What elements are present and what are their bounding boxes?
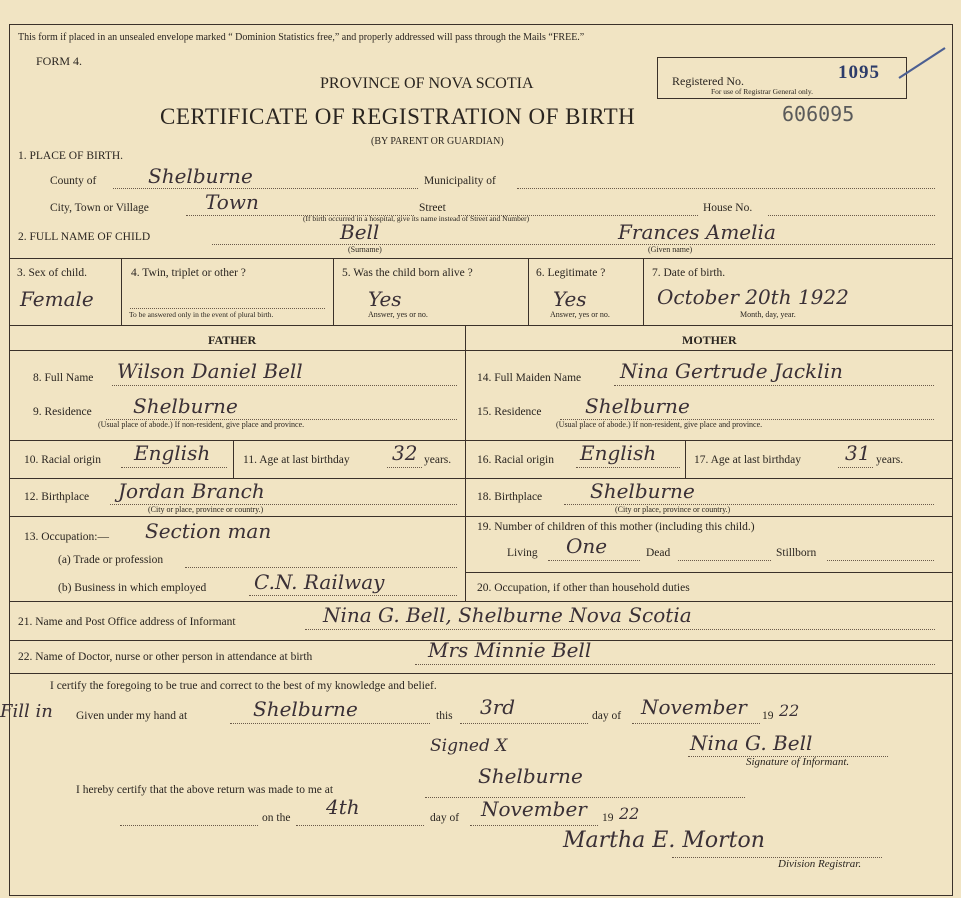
father-racial-line bbox=[121, 467, 227, 468]
parents-heading-rule bbox=[9, 350, 953, 351]
mother-children-label: 19. Number of children of this mother (including this child.) bbox=[477, 521, 755, 533]
return-left-line bbox=[120, 825, 258, 826]
doctor-label: 22. Name of Doctor, nurse or other person in attendance at birth bbox=[18, 651, 313, 663]
father-birthplace-value: Jordan Branch bbox=[118, 479, 265, 503]
page-title: CERTIFICATE OF REGISTRATION OF BIRTH bbox=[160, 104, 636, 129]
parents-divider bbox=[465, 325, 466, 601]
return-place-value: Shelburne bbox=[478, 764, 583, 788]
alive-note: Answer, yes or no. bbox=[368, 310, 428, 319]
twin-label: 4. Twin, triplet or other ? bbox=[131, 267, 246, 279]
alive-value: Yes bbox=[368, 287, 402, 311]
informant-line bbox=[305, 629, 935, 630]
legitimate-label: 6. Legitimate ? bbox=[536, 267, 606, 279]
row3-divider-1 bbox=[121, 258, 122, 325]
child-name-line bbox=[212, 244, 935, 245]
father-business-value: C.N. Railway bbox=[254, 570, 385, 594]
city-value: Town bbox=[205, 190, 259, 214]
mother-name-line bbox=[614, 385, 934, 386]
mother-age-line bbox=[838, 467, 873, 468]
registered-tick-mark bbox=[895, 44, 949, 82]
twin-note: To be answered only in the event of plural birth. bbox=[129, 310, 274, 319]
father-rule-3 bbox=[9, 516, 465, 517]
certify-statement: I certify the foregoing to be true and correct to the best of my knowledge and belief. bbox=[50, 680, 437, 692]
date-note: Month, day, year. bbox=[740, 310, 796, 319]
house-line bbox=[768, 215, 935, 216]
sex-label: 3. Sex of child. bbox=[17, 267, 87, 279]
mother-rule-4 bbox=[465, 572, 953, 573]
father-residence-note: (Usual place of abode.) If non-resident, give place and province. bbox=[98, 420, 305, 429]
mother-name-label: 14. Full Maiden Name bbox=[477, 372, 582, 384]
mother-age-divider bbox=[685, 440, 686, 478]
given-day-value: 3rd bbox=[480, 695, 516, 719]
father-racial-value: English bbox=[134, 441, 211, 465]
mail-notice: This form if placed in an unsealed envelope marked “ Dominion Statistics free,” and properly addressed will pass through the Mails “FREE.” bbox=[18, 32, 585, 43]
date-value: October 20th 1922 bbox=[657, 285, 849, 309]
twin-line bbox=[130, 308, 325, 309]
child-name-label: 2. FULL NAME OF CHILD bbox=[18, 231, 151, 243]
mother-stillborn-label: Stillborn bbox=[776, 547, 817, 559]
registrar-caption: Division Registrar. bbox=[778, 858, 862, 870]
mother-living-line bbox=[548, 560, 640, 561]
given-month-value: November bbox=[641, 695, 747, 719]
mother-birthplace-note: (City or place, province or country.) bbox=[615, 505, 731, 514]
legitimate-value: Yes bbox=[553, 287, 587, 311]
city-label: City, Town or Village bbox=[50, 202, 149, 214]
father-name-value: Wilson Daniel Bell bbox=[117, 359, 303, 383]
father-age-divider bbox=[233, 440, 234, 478]
father-residence-value: Shelburne bbox=[133, 394, 238, 418]
father-age-value: 32 bbox=[392, 441, 418, 465]
row3-bottom-rule bbox=[9, 325, 953, 326]
mother-birthplace-label: 18. Birthplace bbox=[477, 491, 543, 503]
mother-racial-value: English bbox=[580, 441, 657, 465]
return-year-prefix: 19 bbox=[602, 812, 614, 824]
mother-dead-line bbox=[678, 560, 771, 561]
father-occupation-label: 13. Occupation:— bbox=[24, 531, 109, 543]
form-number: FORM 4. bbox=[36, 54, 83, 68]
given-month-line bbox=[632, 723, 760, 724]
mother-age-label: 17. Age at last birthday bbox=[694, 454, 801, 466]
mother-occupation-label: 20. Occupation, if other than household duties bbox=[477, 582, 690, 594]
page-subtitle: (BY PARENT OR GUARDIAN) bbox=[371, 136, 504, 147]
return-day-of-label: day of bbox=[430, 812, 460, 824]
this-label: this bbox=[436, 710, 453, 722]
registration-stamp: 606095 bbox=[782, 102, 855, 126]
given-place-line bbox=[230, 723, 430, 724]
given-caption: (Given name) bbox=[648, 245, 693, 254]
informant-value: Nina G. Bell, Shelburne Nova Scotia bbox=[323, 603, 692, 627]
father-business-label: (b) Business in which employed bbox=[58, 582, 207, 594]
mother-racial-line bbox=[576, 467, 680, 468]
mother-stillborn-line bbox=[827, 560, 934, 561]
hospital-note: (If birth occurred in a hospital, give its name instead of Street and Number) bbox=[303, 214, 530, 223]
mother-birthplace-value: Shelburne bbox=[590, 479, 695, 503]
return-day-value: 4th bbox=[326, 795, 360, 819]
legitimate-note: Answer, yes or no. bbox=[550, 310, 610, 319]
father-birthplace-note: (City or place, province or country.) bbox=[148, 505, 264, 514]
return-year-value: 22 bbox=[619, 804, 640, 823]
parents-bottom-rule bbox=[9, 601, 953, 602]
father-name-label: 8. Full Name bbox=[33, 372, 94, 384]
informant-signature-caption: Signature of Informant. bbox=[746, 756, 850, 768]
house-label: House No. bbox=[703, 202, 753, 214]
place-of-birth-heading: 1. PLACE OF BIRTH. bbox=[18, 150, 124, 162]
return-month-line bbox=[470, 825, 598, 826]
doctor-line bbox=[415, 664, 935, 665]
municipality-label: Municipality of bbox=[424, 175, 496, 187]
father-racial-label: 10. Racial origin bbox=[24, 454, 101, 466]
county-line bbox=[113, 188, 418, 189]
father-birthplace-label: 12. Birthplace bbox=[24, 491, 90, 503]
sex-value: Female bbox=[20, 287, 94, 311]
return-month-value: November bbox=[481, 797, 587, 821]
registered-number: 1095 bbox=[838, 62, 880, 83]
father-residence-label: 9. Residence bbox=[33, 406, 92, 418]
province-heading: PROVINCE OF NOVA SCOTIA bbox=[320, 75, 534, 92]
father-occupation-value: Section man bbox=[145, 519, 272, 543]
return-day-line bbox=[296, 825, 424, 826]
mother-years-label: years. bbox=[876, 454, 904, 466]
father-trade-label: (a) Trade or profession bbox=[58, 554, 164, 566]
given-year-prefix: 19 bbox=[762, 710, 774, 722]
mother-rule-2 bbox=[465, 478, 953, 479]
signed-mark: Signed X bbox=[430, 736, 508, 756]
mother-rule-3 bbox=[465, 516, 953, 517]
mother-residence-value: Shelburne bbox=[585, 394, 690, 418]
father-name-line bbox=[112, 385, 457, 386]
father-business-line bbox=[249, 595, 457, 596]
given-place-value: Shelburne bbox=[253, 697, 358, 721]
row3-top-rule bbox=[9, 258, 953, 259]
doctor-rule bbox=[9, 673, 953, 674]
street-label: Street bbox=[419, 202, 446, 214]
informant-signature: Nina G. Bell bbox=[690, 731, 813, 755]
row3-divider-4 bbox=[643, 258, 644, 325]
mother-living-label: Living bbox=[507, 547, 538, 559]
fill-in-note: Fill in bbox=[0, 701, 53, 722]
child-given-name: Frances Amelia bbox=[618, 220, 776, 244]
mother-racial-label: 16. Racial origin bbox=[477, 454, 554, 466]
mother-name-value: Nina Gertrude Jacklin bbox=[620, 359, 843, 383]
mother-heading: MOTHER bbox=[682, 333, 737, 347]
mother-living-value: One bbox=[566, 534, 608, 558]
informant-label: 21. Name and Post Office address of Informant bbox=[18, 616, 236, 628]
father-age-line bbox=[387, 467, 422, 468]
given-day-line bbox=[460, 723, 588, 724]
municipality-line bbox=[517, 188, 935, 189]
child-surname: Bell bbox=[340, 220, 380, 244]
mother-residence-label: 15. Residence bbox=[477, 406, 542, 418]
mother-dead-label: Dead bbox=[646, 547, 671, 559]
county-label: County of bbox=[50, 175, 97, 187]
return-label: I hereby certify that the above return was made to me at bbox=[76, 784, 334, 796]
mother-rule-1 bbox=[465, 440, 953, 441]
surname-caption: (Surname) bbox=[348, 245, 382, 254]
given-year-value: 22 bbox=[779, 701, 800, 720]
father-trade-line bbox=[185, 567, 457, 568]
father-years-label: years. bbox=[424, 454, 452, 466]
row3-divider-2 bbox=[333, 258, 334, 325]
doctor-value: Mrs Minnie Bell bbox=[428, 638, 592, 662]
on-the-label: on the bbox=[262, 812, 291, 824]
registrar-signature: Martha E. Morton bbox=[563, 828, 765, 853]
date-label: 7. Date of birth. bbox=[652, 267, 726, 279]
father-age-label: 11. Age at last birthday bbox=[243, 454, 350, 466]
given-under-label: Given under my hand at bbox=[76, 710, 188, 722]
given-day-of-label: day of bbox=[592, 710, 622, 722]
registered-note: For use of Registrar General only. bbox=[711, 87, 813, 96]
county-value: Shelburne bbox=[148, 164, 253, 188]
mother-residence-note: (Usual place of abode.) If non-resident, give place and province. bbox=[556, 420, 763, 429]
row3-divider-3 bbox=[528, 258, 529, 325]
father-heading: FATHER bbox=[208, 333, 257, 347]
registered-label: Registered No. bbox=[672, 74, 744, 88]
alive-label: 5. Was the child born alive ? bbox=[342, 267, 473, 279]
mother-age-value: 31 bbox=[845, 441, 871, 465]
